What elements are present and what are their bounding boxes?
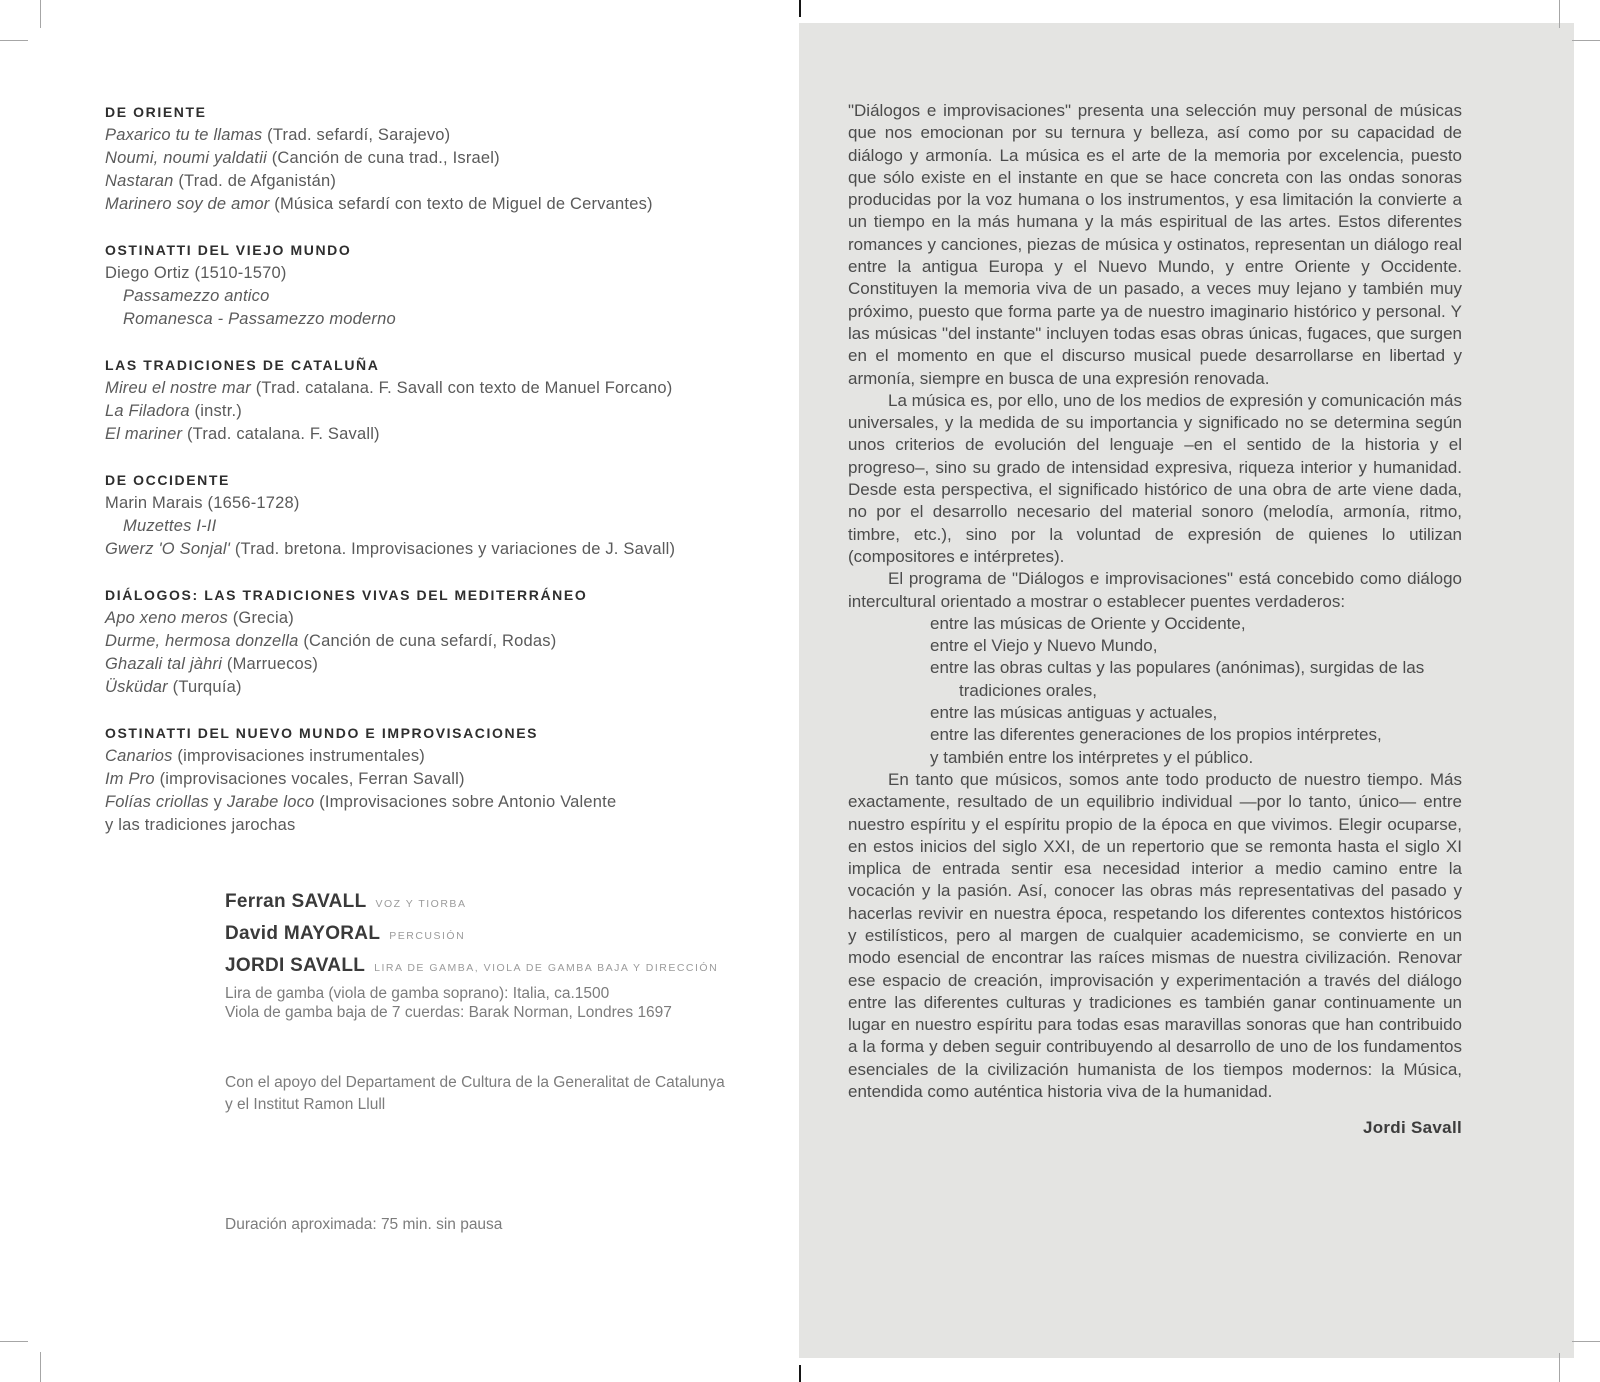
work-detail: (Turquía): [167, 678, 242, 696]
credit-line: Con el apoyo del Departament de Cultura de la Generalitat de Catalunya: [225, 1074, 725, 1091]
performer-role: VOZ Y TIORBA: [375, 898, 467, 910]
essay: [848, 100, 1462, 1103]
essay-list-item: entre el Viejo y Nuevo Mundo,: [930, 636, 1158, 656]
instrument-line: Lira de gamba (viola de gamba soprano): Italia, ca.1500: [225, 985, 610, 1002]
work-title: Üsküdar: [105, 678, 168, 696]
program-entry: [105, 607, 750, 630]
work-title: Marinero soy de amor: [105, 195, 270, 213]
program-entry: [105, 492, 750, 515]
program-entry: [105, 147, 750, 170]
work-detail: (Trad. catalana. F. Savall): [182, 425, 380, 443]
work-detail: (Marruecos): [222, 655, 319, 673]
work-title: Romanesca - Passamezzo moderno: [123, 310, 396, 328]
program-entry: [105, 814, 750, 837]
performer-name: JORDI SAVALL: [225, 955, 366, 976]
work-detail: Diego Ortiz (1510-1570): [105, 264, 287, 282]
crop-mark-top-left-horizontal: [0, 40, 28, 41]
program-entry: [105, 745, 750, 768]
program-list: [105, 101, 750, 837]
crop-mark-bottom-left-vertical: [40, 1352, 41, 1382]
section-heading: OSTINATTI DEL VIEJO MUNDO: [105, 242, 352, 258]
duration-note: Duración aproximada: 75 min. sin pausa: [225, 1216, 503, 1233]
work-detail: (Grecia): [227, 609, 294, 627]
performer-row: [225, 891, 718, 923]
performer-role: LIRA DE GAMBA, VIOLA DE GAMBA BAJA Y DIRECCIÓN: [374, 962, 719, 974]
program-entry: [105, 262, 750, 285]
crop-mark-top-right-horizontal: [1572, 40, 1600, 41]
crop-mark-bottom-right-horizontal: [1572, 1341, 1600, 1342]
work-title: Canarios: [105, 747, 173, 765]
essay-list-item: entre las músicas antiguas y actuales,: [930, 703, 1218, 723]
crop-mark-top-right-vertical: [1559, 0, 1560, 28]
program-entry: [105, 124, 750, 147]
work-detail: (Trad. sefardí, Sarajevo): [262, 126, 451, 144]
work-detail: (Canción de cuna sefardí, Rodas): [298, 632, 557, 650]
work-detail: (Trad. bretona. Improvisaciones y variaciones de J. Savall): [230, 540, 676, 558]
work-detail: y las tradiciones jarochas: [105, 816, 296, 834]
work-detail: (improvisaciones vocales, Ferran Savall): [154, 770, 465, 788]
work-title: Nastaran: [105, 172, 174, 190]
section-heading: LAS TRADICIONES DE CATALUÑA: [105, 357, 380, 373]
performer-name: David MAYORAL: [225, 923, 381, 944]
essay-list-item: y también entre los intérpretes y el público.: [930, 747, 1254, 767]
program-entry: [105, 791, 750, 814]
crop-mark-bottom-right-vertical: [1559, 1353, 1560, 1382]
instrument-notes: [225, 984, 672, 1022]
work-detail: (Improvisaciones sobre Antonio Valente: [314, 793, 617, 811]
essay-paragraph: El programa de "Diálogos e improvisaciones" está concebido como diálogo intercultural orientado a mostrar o establecer puentes verdaderos:: [848, 569, 1462, 611]
work-title: El mariner: [105, 425, 183, 443]
program-section: [105, 469, 750, 561]
performers: [225, 891, 718, 987]
left-page: [0, 0, 780, 1382]
work-title: Paxarico tu te llamas: [105, 126, 263, 144]
essay-paragraph: La música es, por ello, uno de los medios de expresión y comunicación más universales, y la medida de su importancia y significado no se determina según unos criterios de evolución del lenguaje –en el sentido de la historia y el progreso–, sino su grado de intensidad expresiva, riqueza interior y humanidad. Desde esta perspectiva, el significado histórico de una obra de arte viene dada, no por el desarrollo necesario del material sonoro (melodía, armonía, ritmo, timbre, etc.), sino por la voluntad de expresión de quienes lo utilizan (compositores e intérpretes).: [848, 390, 1462, 566]
program-entry: [105, 676, 750, 699]
work-title: Durme, hermosa donzella: [105, 632, 299, 650]
section-heading: OSTINATTI DEL NUEVO MUNDO E IMPROVISACIONES: [105, 725, 539, 741]
work-detail: y: [208, 793, 227, 811]
essay-list-item: entre las obras cultas y las populares (anónimas), surgidas de las tradiciones orales,: [930, 658, 1425, 700]
program-section: [105, 101, 750, 216]
program-entry: [105, 538, 750, 561]
work-title: Muzettes I-II: [123, 517, 217, 535]
work-detail: (Trad. de Afganistán): [173, 172, 337, 190]
performer-row: [225, 923, 718, 955]
program-section: [105, 354, 750, 446]
program-entry: [105, 285, 750, 308]
program-entry: [105, 308, 750, 331]
work-title: Apo xeno meros: [105, 609, 228, 627]
program-entry: [105, 653, 750, 676]
program-entry: [105, 768, 750, 791]
work-detail: (Trad. catalana. F. Savall con texto de Manuel Forcano): [250, 379, 673, 397]
performer-role: PERCUSIÓN: [389, 930, 466, 942]
program-section: [105, 584, 750, 699]
work-detail: (improvisaciones instrumentales): [172, 747, 425, 765]
performer-name: Ferran SAVALL: [225, 891, 367, 912]
essay-paragraph: "Diálogos e improvisaciones" presenta una selección muy personal de músicas que nos emocionan por su ternura y belleza, así como por su capacidad de diálogo y armonía. La música es el arte de la memoria por excelencia, puesto que sólo existe en el instante en que se hace concreta con las ondas sonoras producidas por la voz humana o los instrumentos, y esa limitación la convierte a un tiempo en la más humana y la más espiritual de las artes. Estos diferentes romances y canciones, piezas de música y ostinatos, representan un diálogo real entre la antigua Europa y el Nuevo Mundo, y entre Oriente y Occidente. Constituyen la memoria viva de un pasado, a veces muy lejano y también muy próximo, puesto que forma parte ya de nuestro imaginario histórico y personal. Y las músicas "del instante" incluyen todas esas obras únicas, fugaces, que surgen en el momento en que el discurso musical puede desarrollarse en libertad y armonía, siempre en busca de una expresión renovada.: [848, 101, 1462, 388]
section-heading: DE ORIENTE: [105, 104, 207, 120]
section-heading: DE OCCIDENTE: [105, 472, 230, 488]
program-entry: [105, 400, 750, 423]
program-section: [105, 722, 750, 837]
essay-paragraph: En tanto que músicos, somos ante todo producto de nuestro tiempo. Más exactamente, resultado de un equilibrio individual —por lo tanto, único— entre nuestro espíritu y el espíritu propio de la época en que vivimos. Elegir ocuparse, en estos inicios del siglo XXI, de un repertorio que se remonta hasta el siglo XI implica de entrada sentir esa necesidad interior a medio camino entre la vocación y la pasión. Así, conocer las obras más representativas del pasado y hacerlas revivir en nuestra época, respetando los diferentes contextos históricos y estilísticos, pero al margen de cualquier academicismo, se convierte en un modo esencial de encontrar las raíces mismas de nuestra civilización. Renovar ese espacio de creación, improvisación y experimentación a través del diálogo entre las diferentes culturas y tradiciones es también ganar continuamente un lugar en nuestro espíritu para todas esas maravillas sonoras que han contribuido a la forma y deben seguir contribuyendo al desarrollo de uno de los fundamentos esenciales de la civilización humanista de los tiempos modernos: la Música, entendida como auténtica historia viva de la humanidad.: [848, 769, 1462, 1102]
program-entry: [105, 170, 750, 193]
crop-mark-top-left-vertical: [40, 0, 41, 28]
section-heading: DIÁLOGOS: LAS TRADICIONES VIVAS DEL MEDITERRÁNEO: [105, 587, 588, 603]
program-entry: [105, 630, 750, 653]
work-detail: (Música sefardí con texto de Miguel de Cervantes): [269, 195, 653, 213]
work-title: Im Pro: [105, 770, 155, 788]
essay-list-item: entre las músicas de Oriente y Occidente,: [930, 613, 1246, 633]
work-title: La Filadora: [105, 402, 190, 420]
program-entry: [105, 515, 750, 538]
work-title: Passamezzo antico: [123, 287, 270, 305]
program-entry: [105, 423, 750, 446]
fold-mark-top: [799, 0, 801, 17]
program-section: [105, 239, 750, 331]
right-page: [799, 23, 1574, 1358]
work-detail: Marin Marais (1656-1728): [105, 494, 300, 512]
signature: Jordi Savall: [1362, 1118, 1462, 1138]
work-title: Noumi, noumi yaldatii: [105, 149, 267, 167]
work-title: Folías criollas: [105, 793, 209, 811]
performer-row: [225, 955, 718, 987]
work-title: Gwerz 'O Sonjal': [105, 540, 231, 558]
program-entry: [105, 377, 750, 400]
work-title: Jarabe loco: [226, 793, 315, 811]
instrument-line: Viola de gamba baja de 7 cuerdas: Barak Norman, Londres 1697: [225, 1004, 672, 1021]
credits: [225, 1072, 725, 1116]
work-title: Ghazali tal jàhri: [105, 655, 223, 673]
fold-mark-bottom: [799, 1365, 801, 1382]
essay-list-item: entre las diferentes generaciones de los propios intérpretes,: [930, 725, 1382, 745]
work-title: Mireu el nostre mar: [105, 379, 251, 397]
work-detail: (Canción de cuna trad., Israel): [266, 149, 500, 167]
work-detail: (instr.): [189, 402, 242, 420]
crop-mark-bottom-left-horizontal: [0, 1341, 28, 1342]
credit-line: y el Institut Ramon Llull: [225, 1096, 386, 1113]
program-entry: [105, 193, 750, 216]
